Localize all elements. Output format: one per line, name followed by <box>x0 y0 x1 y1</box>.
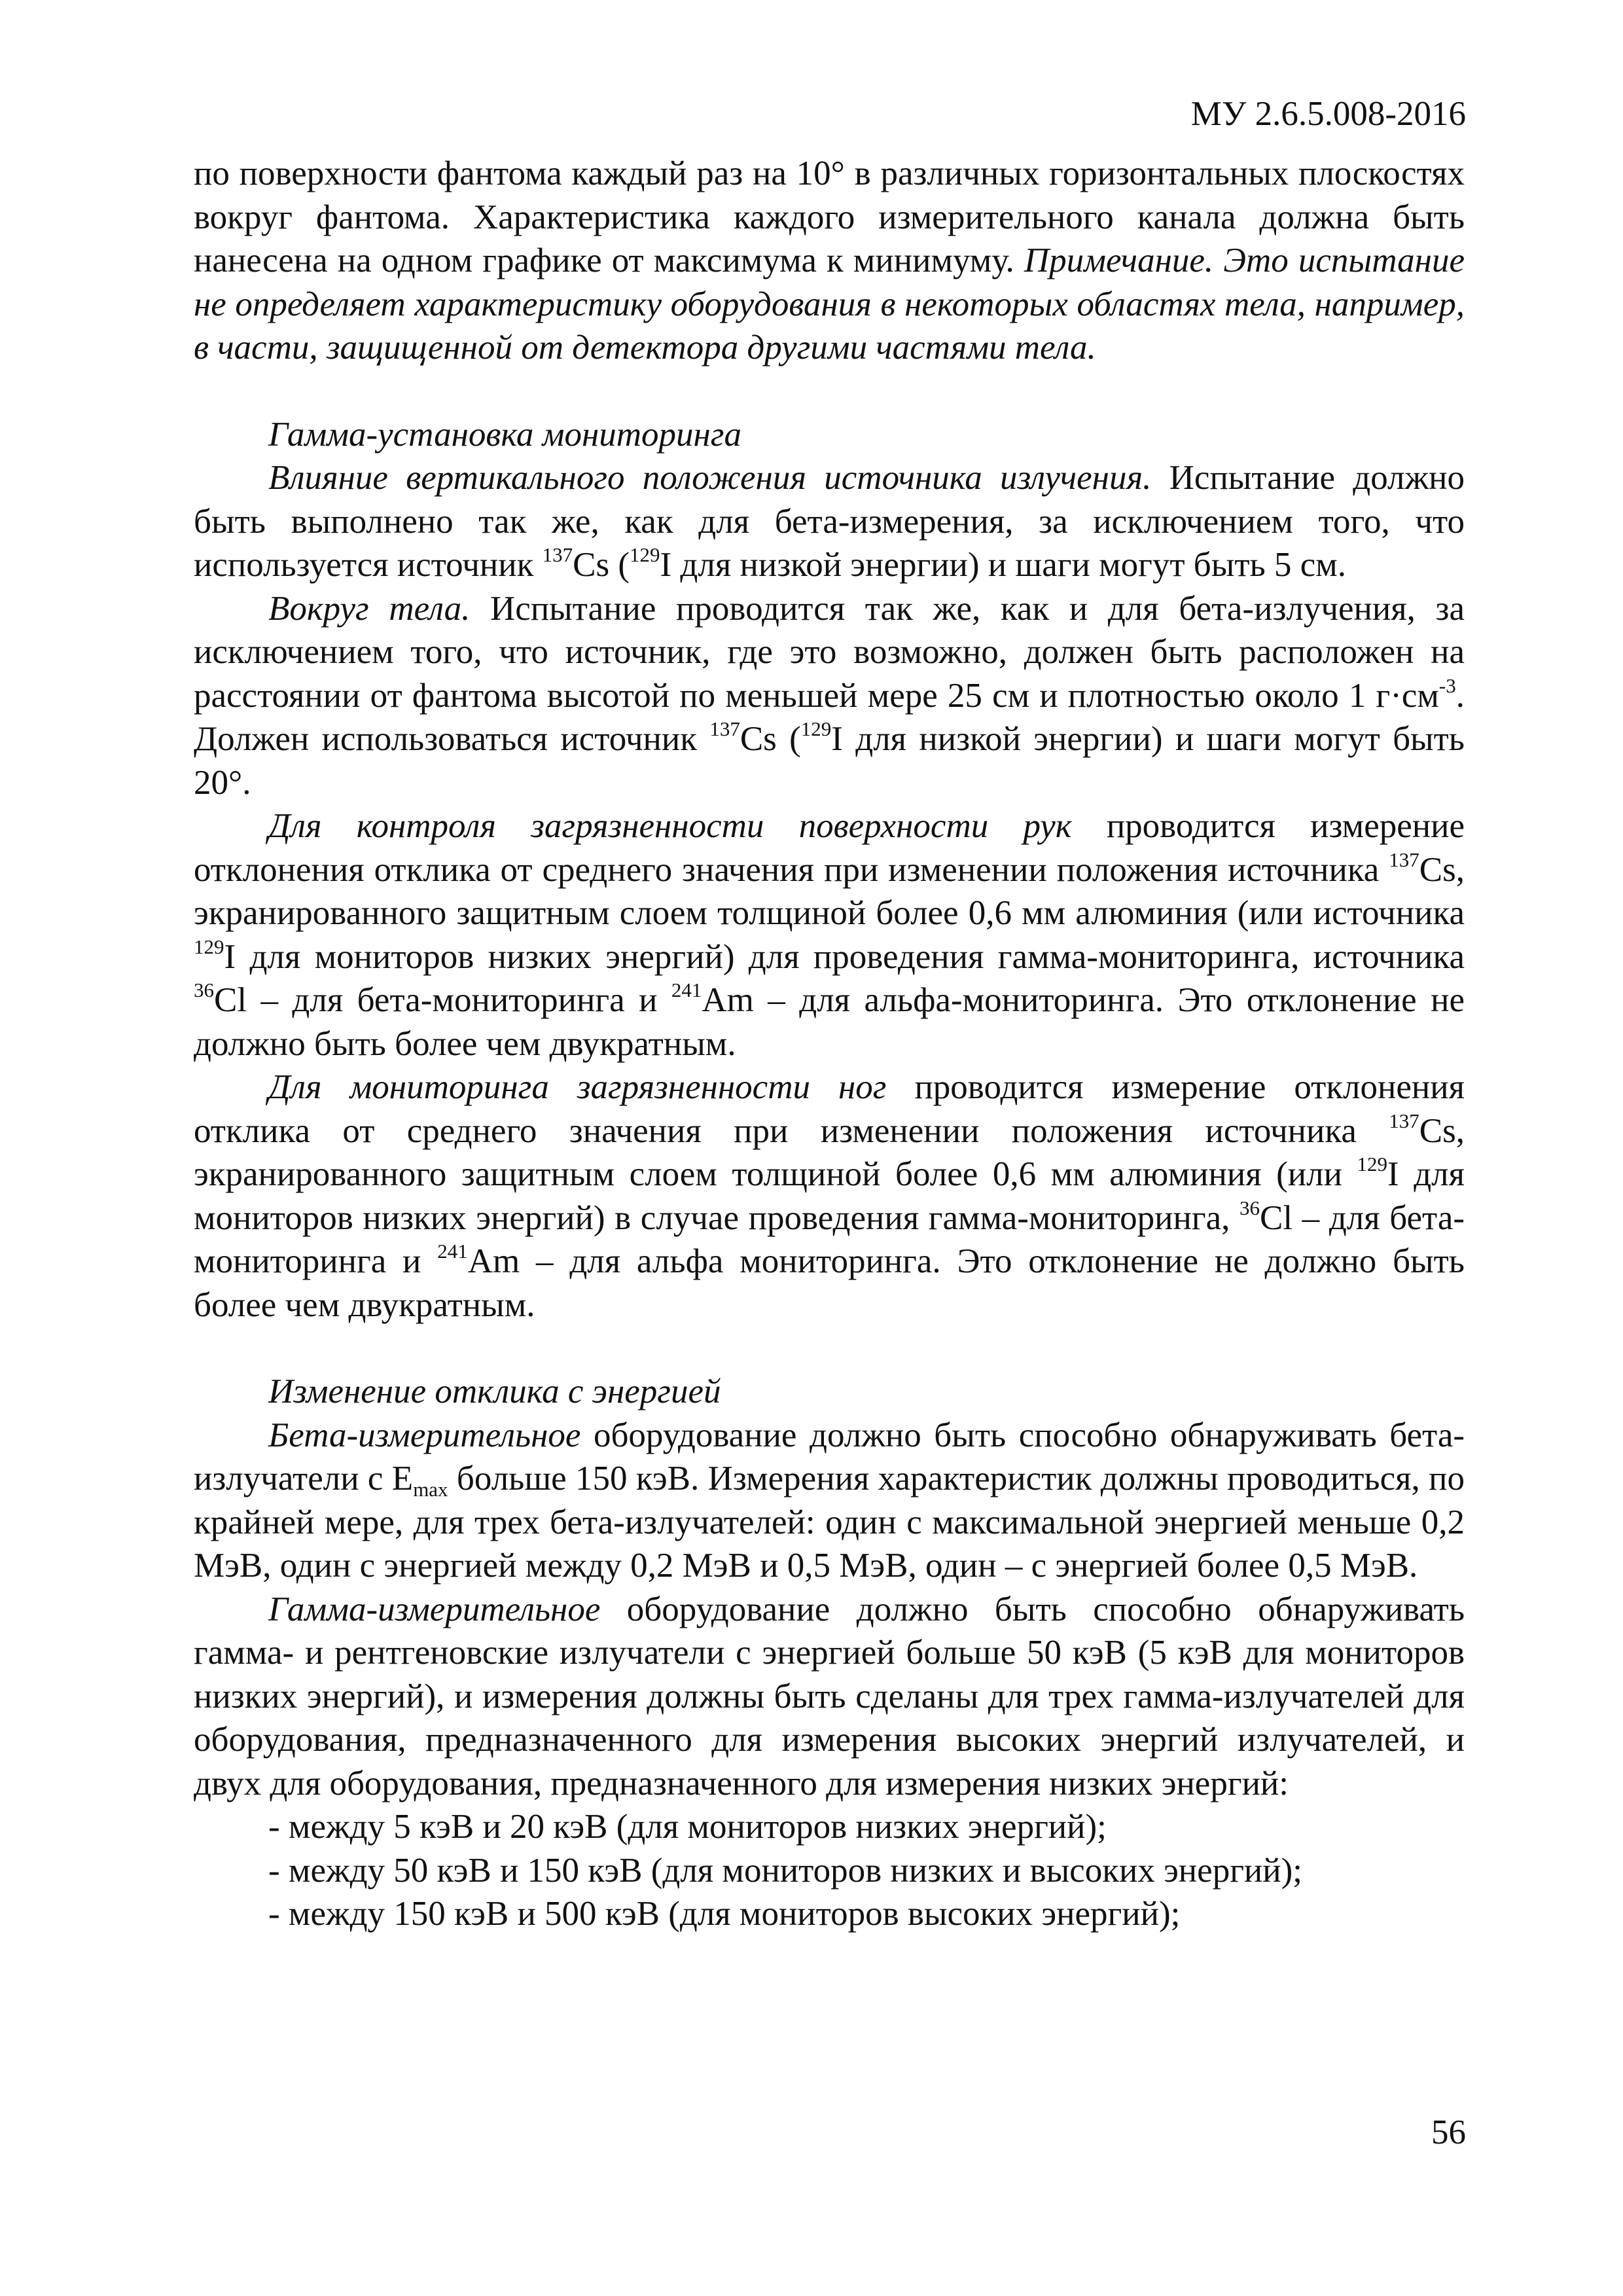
text-run: оборудование должно быть способно обнаруживать гамма- и рентгеновские излучатели с энергией больше 50 кэВ (5 кэВ для мониторов низких энергий), и измерения должны быть сделаны для трех гамма-излучателей для оборудования, предназначенного для измерения высоких энергий излучателей, и двух для оборудования, предназначенного для измерения низких энергий: <box>194 1590 1465 1803</box>
list-item: - между 150 кэВ и 500 кэВ (для мониторов высоких энергий); <box>268 1895 1181 1933</box>
text-run: I для низкой энергии) и шаги могут быть 5 см. <box>660 546 1347 584</box>
superscript: -3 <box>1438 673 1456 697</box>
text-run: проводится измерение отклонения отклика от среднего значения при изменении положения источника <box>194 1068 1465 1150</box>
text-run: оборудование должно быть способно обнаруживать бета-излучатели с E <box>194 1416 1465 1498</box>
text-run: Cs, экранированного защитным слоем толщиной более 0,6 мм алюминия (или <box>194 1111 1465 1193</box>
italic-lead: Для мониторинга загрязненности ног <box>268 1068 887 1106</box>
text-run: I для низкой энергии) и шаги могут быть 20°. <box>194 720 1465 802</box>
text-run: . Должен использоваться источник <box>194 676 1465 758</box>
italic-lead: Для контроля загрязненности поверхности рук <box>268 807 1072 845</box>
text-run: Cl – для бета-мониторинга и <box>194 1198 1465 1280</box>
list-item: - между 5 кэВ и 20 кэВ (для мониторов низких энергий); <box>268 1808 1107 1846</box>
italic-lead: Вокруг тела. <box>268 589 471 628</box>
superscript: 36 <box>1239 1196 1260 1219</box>
page-body <box>194 152 1465 1936</box>
document-code: МУ 2.6.5.008-2016 <box>1190 95 1466 133</box>
text-run: Am – для альфа-мониторинга. Это отклонение не должно быть более чем двукратным. <box>194 981 1465 1063</box>
text-run: Cl – для бета-мониторинга и <box>214 981 671 1019</box>
italic-lead: Гамма-измерительное <box>268 1590 601 1628</box>
paragraph-gamma-equipment <box>194 1588 1465 1806</box>
paragraph-around-body <box>194 587 1465 805</box>
italic-lead: Влияние вертикального положения источника излучения. <box>268 459 1152 497</box>
subscript: max <box>413 1478 448 1501</box>
italic-note: Примечание. Это испытание не определяет характеристику оборудования в некоторых областях тела, например, в части, защищенной от детектора другими частями тела. <box>194 242 1465 367</box>
paragraph-text: по поверхности фантома каждый раз на 10° в различных горизонтальных плоскостях вокруг фантома. Характеристика каждого измерительного канала должна быть нанесена на одном графике от максимума к минимуму. <box>194 154 1465 279</box>
superscript: 137 <box>1389 1109 1419 1132</box>
text-run: больше 150 кэВ. Измерения характеристик должны проводиться, по крайней мере, для трех бета-излучателей: один с максимальной энергией меньше 0,2 МэВ, один с энергией между 0,2 МэВ и 0,5 МэВ, один – с энергией более 0,5 МэВ. <box>194 1460 1465 1585</box>
superscript: 137 <box>1389 848 1419 871</box>
page-number: 56 <box>1431 2113 1466 2151</box>
superscript: 241 <box>437 1240 468 1263</box>
text-run: Cs, экранированного защитным слоем толщиной более 0,6 мм алюминия (или источника <box>194 850 1465 932</box>
italic-lead: Бета-измерительное <box>268 1416 581 1454</box>
superscript: 129 <box>800 717 832 740</box>
text-run: проводится измерение отклонения отклика от среднего значения при изменении положения источника <box>194 807 1465 889</box>
superscript: 241 <box>671 978 702 1001</box>
superscript: 129 <box>1357 1153 1387 1175</box>
text-run: Cs ( <box>740 720 801 758</box>
text-run: Испытание проводится так же, как и для бета-излучения, за исключением того, что источник, где это возможно, должен быть расположен на расстоянии от фантома высотой по меньшей мере 25 см и плотностью около 1 г·см <box>194 589 1465 715</box>
paragraph-beta-equipment <box>194 1414 1465 1588</box>
paragraph-hands-contamination <box>194 804 1465 1066</box>
paragraph-feet-contamination <box>194 1066 1465 1327</box>
text-run: Am – для альфа мониторинга. Это отклонение не должно быть более чем двукратным. <box>194 1242 1465 1324</box>
section-heading-energy-response: Изменение отклика с энергией <box>268 1372 721 1410</box>
superscript: 129 <box>630 543 660 566</box>
text-run: Испытание должно быть выполнено так же, как для бета-измерения, за исключением того, что используется источник <box>194 459 1465 584</box>
superscript: 36 <box>194 978 214 1001</box>
list-item: - между 50 кэВ и 150 кэВ (для мониторов низких и высоких энергий); <box>268 1851 1303 1890</box>
superscript: 137 <box>709 717 740 740</box>
paragraph-vertical-position <box>194 456 1465 587</box>
section-heading-gamma-monitoring: Гамма-установка мониторинга <box>268 415 741 454</box>
text-run: I для мониторов низких энергий) в случае проведения гамма-мониторинга, <box>194 1155 1465 1237</box>
superscript: 137 <box>542 543 573 566</box>
text-run: I для мониторов низких энергий) для проведения гамма-мониторинга, источника <box>224 937 1465 976</box>
text-run: Cs ( <box>573 546 630 584</box>
paragraph-phantom-surface <box>194 152 1465 370</box>
superscript: 129 <box>194 935 224 958</box>
